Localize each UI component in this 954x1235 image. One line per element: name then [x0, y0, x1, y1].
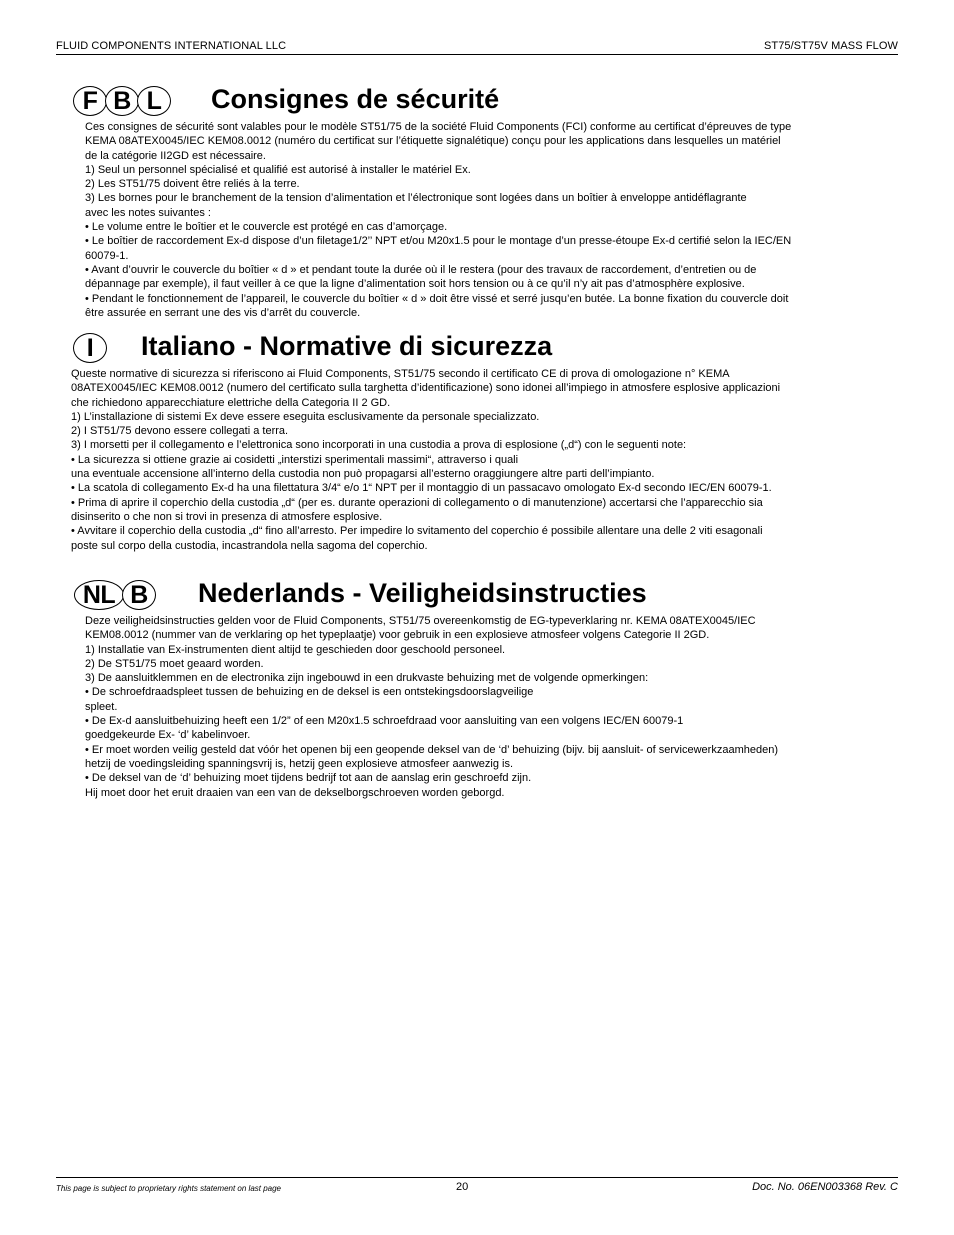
- doc-number: Doc. No. 06EN003368 Rev. C: [752, 1181, 898, 1193]
- body-line: poste sul corpo della custodia, incastrandola nella sagoma del coperchio.: [71, 539, 428, 552]
- body-line: dépannage par exemple), il faut veiller à ce que la ligne d’alimentation soit hors tension ou à ce qu’il n’y ait pas d’atmosphère explosive.: [85, 278, 745, 291]
- body-line: hetzij de voedingsleiding spanningsvrij is, hetzij geen explosieve atmosfeer aanwezig is.: [85, 757, 514, 770]
- body-line: Hij moet door het eruit draaien van een van de dekselborgschroeven worden geborgd.: [85, 786, 505, 799]
- section-french-safety: [56, 84, 898, 320]
- body-line: Queste normative di sicurezza si riferiscono ai Fluid Components, ST51/75 secondo il certificato CE di prova di omologazione n° KEMA: [71, 368, 730, 380]
- body-line: goedgekeurde Ex- ‘d’ kabelinvoer.: [85, 729, 251, 742]
- section-title: Italiano - Normative di sicurezza: [141, 331, 553, 361]
- body-line: 1) Seul un personnel spécialisé et qualifié est autorisé à installer le matériel Ex.: [85, 163, 471, 176]
- body-line: che richiedono apparecchiature elettriche della Categoria II 2 GD.: [71, 396, 391, 409]
- section-body: [56, 367, 898, 553]
- body-line: 2) I ST51/75 devono essere collegati a terra.: [71, 425, 289, 438]
- header-company: FLUID COMPONENTS INTERNATIONAL LLC: [56, 40, 287, 52]
- body-line: 1) Installatie van Ex-instrumenten dient altijd te geschieden door geschoold personeel.: [85, 643, 506, 656]
- body-line: KEM08.0012 (nummer van de verklaring op het typeplaatje) voor gebruik in een explosieve atmosfeer volgens Categorie II 2GD.: [85, 629, 710, 642]
- body-line: 2) Les ST51/75 doivent être reliés à la terre.: [85, 178, 300, 191]
- body-line: 3) De aansluitklemmen en de electronika zijn ingebouwd in een drukvaste behuizing met de volgende opmerkingen:: [85, 672, 649, 685]
- body-line: spleet.: [85, 700, 118, 713]
- body-line: una eventuale accensione all’interno della custodia non può propagarsi all’esterno oraggiungere altre parti dell’impianto.: [71, 468, 655, 481]
- page-number: 20: [456, 1181, 469, 1193]
- body-line: 3) I morsetti per il collegamento e l’elettronica sono incorporati in una custodia a prova di esplosione („d“) con le seguenti note:: [71, 439, 687, 452]
- body-line: • Er moet worden veilig gesteld dat vóór het openen bij een geopende deksel van de ‘d’ behuizing (bijv. bij aansluit- of servicewerkzaamheden): [85, 743, 778, 756]
- language-badges: [73, 86, 169, 116]
- body-line: • De schroefdraadspleet tussen de behuizing en de deksel is een ontstekingsdoorslagveilige: [85, 686, 534, 699]
- section-heading: [56, 84, 898, 120]
- section-heading: [56, 578, 898, 614]
- section-body: [56, 614, 898, 800]
- body-line: Ces consignes de sécurité sont valables pour le modèle ST51/75 de la société Fluid Components (FCI) conforme au certificat d’épreuves de type: [85, 121, 792, 133]
- body-line: • La scatola di collegamento Ex-d ha una filettatura 3/4“ e/o 1“ NPT per il montaggio di un passacavo omologato Ex-d secondo IEC/EN 60079-1.: [71, 482, 772, 495]
- body-line: 60079-1.: [85, 249, 129, 262]
- language-badge-b: B: [122, 580, 156, 610]
- body-line: • La sicurezza si ottiene grazie ai cosidetti „interstizi sperimentali massimi“, attraverso i quali: [71, 453, 519, 466]
- section-title: Consignes de sécurité: [211, 84, 500, 114]
- section-italian-safety: [56, 331, 898, 553]
- body-line: 08ATEX0045/IEC KEM08.0012 (numero del certificato sulla targhetta d’identificazione) sono idonei all’impiego in atmosfere esplosive applicazioni: [71, 382, 781, 395]
- body-line: avec les notes suivantes :: [85, 206, 211, 219]
- body-line: • Prima di aprire il coperchio della custodia „d“ (per es. durante operazioni di collegamento o di manutenzione) accertarsi che l’apparecchio sia: [71, 496, 763, 509]
- section-title: Nederlands - Veiligheidsinstructies: [198, 578, 647, 608]
- body-line: • Le volume entre le boîtier et le couvercle est protégé en cas d’amorçage.: [85, 221, 448, 234]
- body-line: disinserito o che non si trovi in presenza di atmosfere esplosive.: [71, 510, 383, 523]
- body-line: • Avant d’ouvrir le couvercle du boîtier « d » et pendant toute la durée où il le restera (pour des travaux de raccordement, d’entretien ou de: [85, 263, 757, 276]
- language-badges: [73, 333, 105, 363]
- language-badges: [74, 580, 154, 610]
- header-product: ST75/ST75V MASS FLOW: [763, 40, 898, 52]
- language-badge-f: F: [73, 86, 107, 116]
- footer-notice: This page is subject to proprietary rights statement on last page: [56, 1184, 282, 1193]
- section-dutch-safety: [56, 578, 898, 800]
- body-line: • Avvitare il coperchio della custodia „d“ fino all’arresto. Per impedire lo svitamento del coperchio é possibile allentare una delle 2 viti esagonali: [71, 525, 763, 538]
- body-line: 2) De ST51/75 moet geaard worden.: [85, 657, 264, 670]
- section-heading: [56, 331, 898, 367]
- body-line: • De Ex-d aansluitbehuizing heeft een 1/2” of een M20x1.5 schroefdraad voor aansluiting van een volgens IEC/EN 60079-1: [85, 715, 684, 728]
- body-line: 3) Les bornes pour le branchement de la tension d’alimentation et l’électronique sont logées dans un boîtier à enveloppe antidéflagrante: [85, 192, 747, 205]
- body-line: • De deksel van de ‘d’ behuizing moet tijdens bedrijf tot aan de aanslag erin geschroefd zijn.: [85, 772, 532, 785]
- language-badge-l: L: [137, 86, 171, 116]
- body-line: • Le boîtier de raccordement Ex-d dispose d’un filetage1/2’’ NPT et/ou M20x1.5 pour le montage d’un presse-étoupe Ex-d certifié selon la IEC/EN: [85, 235, 792, 248]
- language-badge-b: B: [105, 86, 139, 116]
- language-badge-nl: NL: [74, 580, 124, 610]
- section-body: [56, 120, 898, 320]
- body-line: être assurée en serrant une des vis d’arrêt du couvercle.: [85, 306, 361, 319]
- body-line: Deze veiligheidsinstructies gelden voor de Fluid Components, ST51/75 overeenkomstig de EG-typeverklaring nr. KEMA 08ATEX0045/IEC: [85, 615, 756, 627]
- body-line: 1) L’installazione di sistemi Ex deve essere eseguita esclusivamente da personale specializzato.: [71, 410, 540, 423]
- body-line: • Pendant le fonctionnement de l’appareil, le couvercle du boîtier « d » doit être vissé et serré jusqu’en butée. La bonne fixation du couvercle doit: [85, 292, 789, 305]
- page-header: [56, 38, 898, 55]
- body-line: KEMA 08ATEX0045/IEC KEM08.0012 (numéro du certificat sur l’étiquette signalétique) conçu pour les applications dans lesquelles un matériel: [85, 135, 781, 148]
- page-footer: [56, 1177, 898, 1197]
- language-badge-i: I: [73, 333, 107, 363]
- body-line: de la catégorie II2GD est nécessaire.: [85, 149, 266, 162]
